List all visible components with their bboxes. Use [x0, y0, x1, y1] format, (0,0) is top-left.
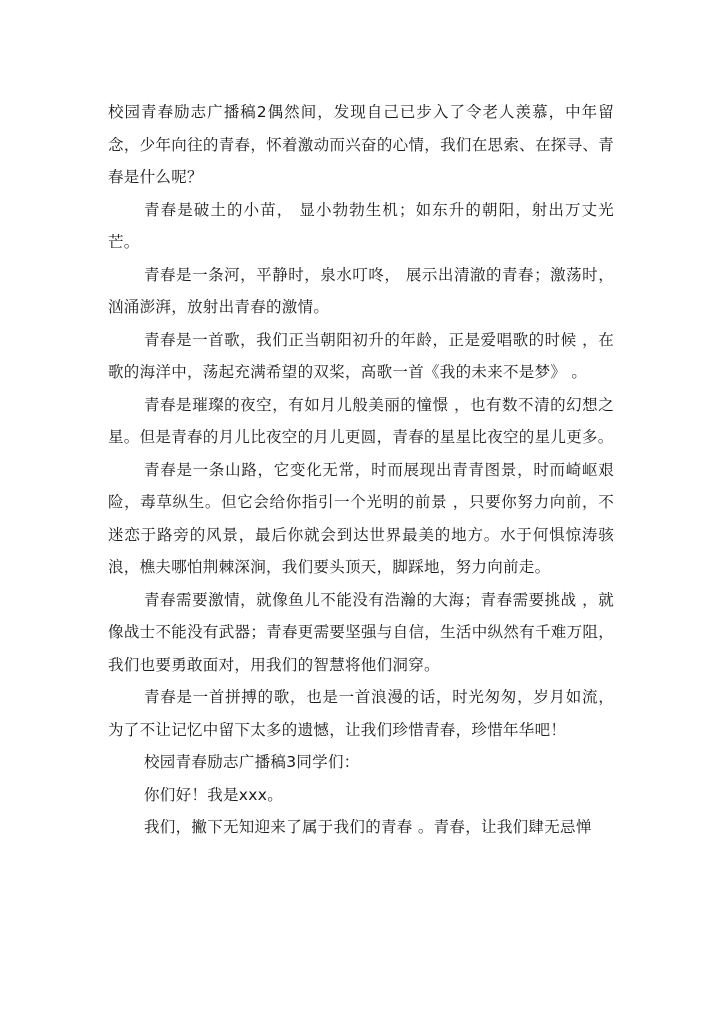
- paragraph-7: 青春需要激情，就像鱼儿不能没有浩瀚的大海；青春需要挑战 ，就像战士不能没有武器；青春更需要坚强与自信，生活中纵然有千难万阻，我们也要勇敢面对，用我们的智慧将他们洞穿。: [108, 590, 614, 674]
- paragraph-2: 青春是破土的小苗， 显小勃勃生机；如东升的朝阳，射出万丈光芒。: [108, 200, 614, 251]
- paragraph-11: 我们，撇下无知迎来了属于我们的青春 。青春，让我们肆无忌惮: [144, 818, 592, 836]
- paragraph-8: 青春是一首拼搏的歌，也是一首浪漫的话，时光匆匆，岁月如流，为了不让记忆中留下太多的遗憾，让我们珍惜青春，珍惜年华吧！: [108, 688, 614, 739]
- paragraph-5: 青春是璀璨的夜空，有如月儿般美丽的憧憬 ，也有数不清的幻想之星。但是青春的月儿比夜空的月儿更圆，青春的星星比夜空的星儿更多。: [108, 395, 614, 446]
- paragraph-9: 校园青春励志广播稿3同学们：: [144, 753, 360, 771]
- document-body: [108, 96, 614, 844]
- paragraph-10: 你们好！我是xxx。: [144, 785, 284, 804]
- paragraph-3: 青春是一条河，平静时，泉水叮咚， 展示出清澈的青春；激荡时，汹涌澎湃，放射出青春的激情。: [108, 265, 614, 316]
- paragraph-1: 校园青春励志广播稿2偶然间，发现自己已步入了令老人羡慕，中年留念，少年向往的青春，怀着激动而兴奋的心情，我们在思索、在探寻、青春是什么呢？: [108, 103, 614, 186]
- paragraph-4: 青春是一首歌，我们正当朝阳初升的年龄，正是爱唱歌的时候 ，在歌的海洋中，荡起充满希望的双桨，高歌一首《我的未来不是梦》 。: [108, 330, 614, 381]
- paragraph-6: 青春是一条山路，它变化无常，时而展现出青青图景，时而崎岖艰险，毒草纵生。但它会给你指引一个光明的前景 ，只要你努力向前，不迷恋于路旁的风景，最后你就会到达世界最美的地方。水于何惧惊涛骇浪，樵夫哪怕荆棘深涧，我们要头顶天，脚踩地，努力向前走。: [108, 460, 614, 576]
